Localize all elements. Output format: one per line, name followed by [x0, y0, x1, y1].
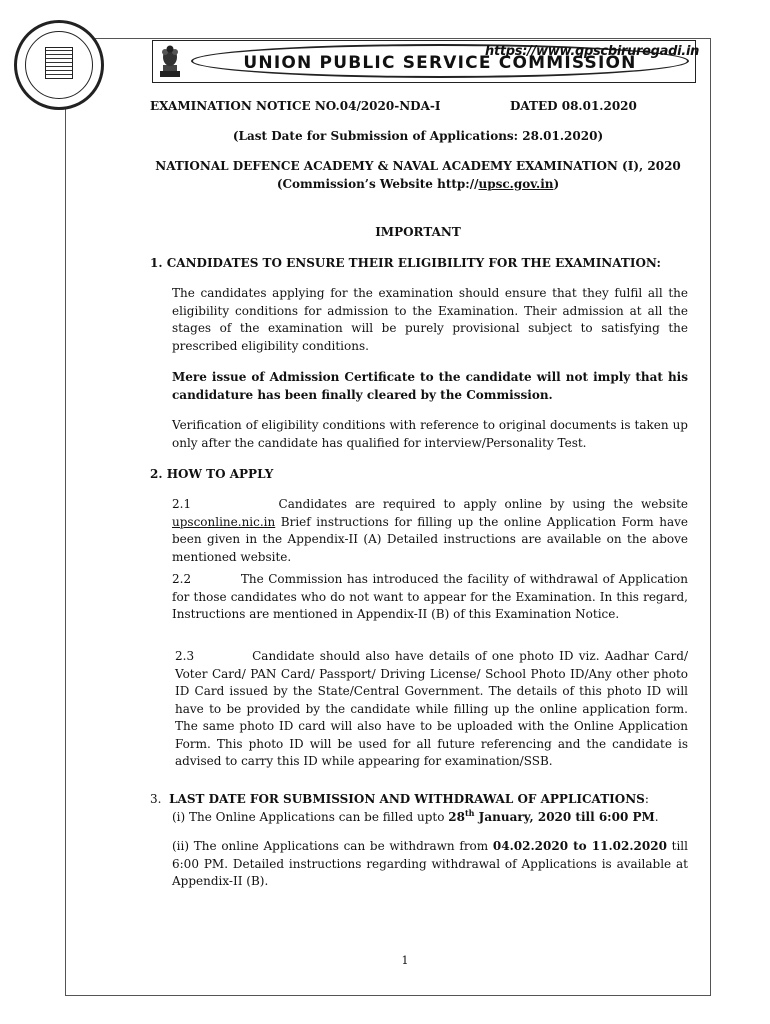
- section-3-colon: :: [644, 792, 649, 806]
- website-link[interactable]: upsc.gov.in: [478, 177, 554, 191]
- section-2-1-text-a: Candidates are required to apply online by using the website: [278, 497, 688, 511]
- last-date-line: (Last Date for Submission of Applications: 28.01.2020): [232, 129, 604, 143]
- commission-website-line: [150, 176, 686, 194]
- important-heading: IMPORTANT: [375, 225, 461, 239]
- para-number: 2.2: [172, 572, 192, 586]
- institution-seal-logo: [14, 20, 104, 110]
- national-emblem-icon: [157, 43, 183, 79]
- item-ii-dates: 04.02.2020 to 11.02.2020: [492, 839, 667, 853]
- item-ii-text-a: (ii) The online Applications can be withdrawn from: [172, 839, 493, 853]
- para-number: 2.3: [175, 649, 195, 663]
- exam-title: NATIONAL DEFENCE ACADEMY & NAVAL ACADEMY EXAMINATION (I), 2020: [155, 159, 681, 173]
- item-ii-text-b: till 6:00 PM. Detailed instructions regarding withdrawal of Applications is available at Appendix-II (B).: [172, 839, 688, 888]
- section-2-1-para: [172, 496, 688, 566]
- seal-core-emblem: [45, 47, 73, 79]
- notice-number: EXAMINATION NOTICE NO.04/2020-NDA-I: [150, 99, 441, 113]
- section-2-1-text-b: Brief instructions for filling up the online Application Form have been given in the Appendix-II (A) Detailed instructions are available on the above mentioned website.: [172, 514, 688, 564]
- section-1-para-1: The candidates applying for the examination should ensure that they fulfil all the eligibility conditions for admission to the Examination. Their admission at all the stages of the examination will be purely provisional subject to satisfying the prescribed eligibility conditions.: [172, 286, 688, 353]
- section-3-heading: [150, 791, 649, 809]
- section-3-item-i: [172, 809, 688, 827]
- item-i-date-day: 28: [448, 810, 465, 824]
- section-2-2-text: The Commission has introduced the facility of withdrawal of Application for those candidates who do not want to appear for the Examination. In this regard, Instructions are mentioned in Appendix-II (B) of this Examination Notice.: [172, 572, 688, 621]
- section-2-heading: 2. HOW TO APPLY: [150, 467, 274, 481]
- section-3-title: LAST DATE FOR SUBMISSION AND WITHDRAWAL OF APPLICATIONS: [169, 792, 645, 806]
- notice-date: DATED 08.01.2020: [510, 99, 637, 113]
- section-1-para-2: Mere issue of Admission Certificate to the candidate will not imply that his candidature has been finally cleared by the Commission.: [172, 370, 688, 402]
- watermark-url: https://www.gpscbiruregadi.in: [485, 44, 700, 59]
- section-2-3-text: Candidate should also have details of one photo ID viz. Aadhar Card/ Voter Card/ PAN Card/ Passport/ Driving License/ School Photo ID/Any other photo ID Card issued by the State/Central Government. The details of this photo ID will have to be provided by the candidate while filling up the online application form. The same photo ID card will also have to be uploaded with the Online Application Form. This photo ID will be used for all future referencing and the candidate is advised to carry this ID while appearing for examination/SSB.: [175, 649, 688, 768]
- website-prefix: (Commission’s Website http://: [276, 177, 479, 191]
- section-3-number: 3.: [150, 792, 162, 806]
- section-3-item-ii: [172, 838, 688, 891]
- section-2-3-para: [175, 648, 688, 771]
- section-1-para-3: Verification of eligibility conditions with reference to original documents is taken up only after the candidate has qualified for interview/Personality Test.: [172, 418, 688, 450]
- organization-name: UNION PUBLIC SERVICE COMMISSION: [243, 53, 637, 73]
- item-i-date-rest: January, 2020 till 6:00 PM: [474, 810, 655, 824]
- item-i-end: .: [654, 810, 659, 824]
- website-suffix: ): [553, 177, 560, 191]
- page-number: 1: [401, 954, 409, 967]
- section-1-heading: 1. CANDIDATES TO ENSURE THEIR ELIGIBILITY FOR THE EXAMINATION:: [150, 256, 661, 270]
- section-2-2-para: [172, 571, 688, 624]
- para-number: 2.1: [172, 497, 192, 511]
- upsconline-link[interactable]: upsconline.nic.in: [172, 514, 276, 529]
- item-i-text: (i) The Online Applications can be filled upto: [172, 810, 449, 824]
- item-i-date-suffix: th: [464, 808, 475, 818]
